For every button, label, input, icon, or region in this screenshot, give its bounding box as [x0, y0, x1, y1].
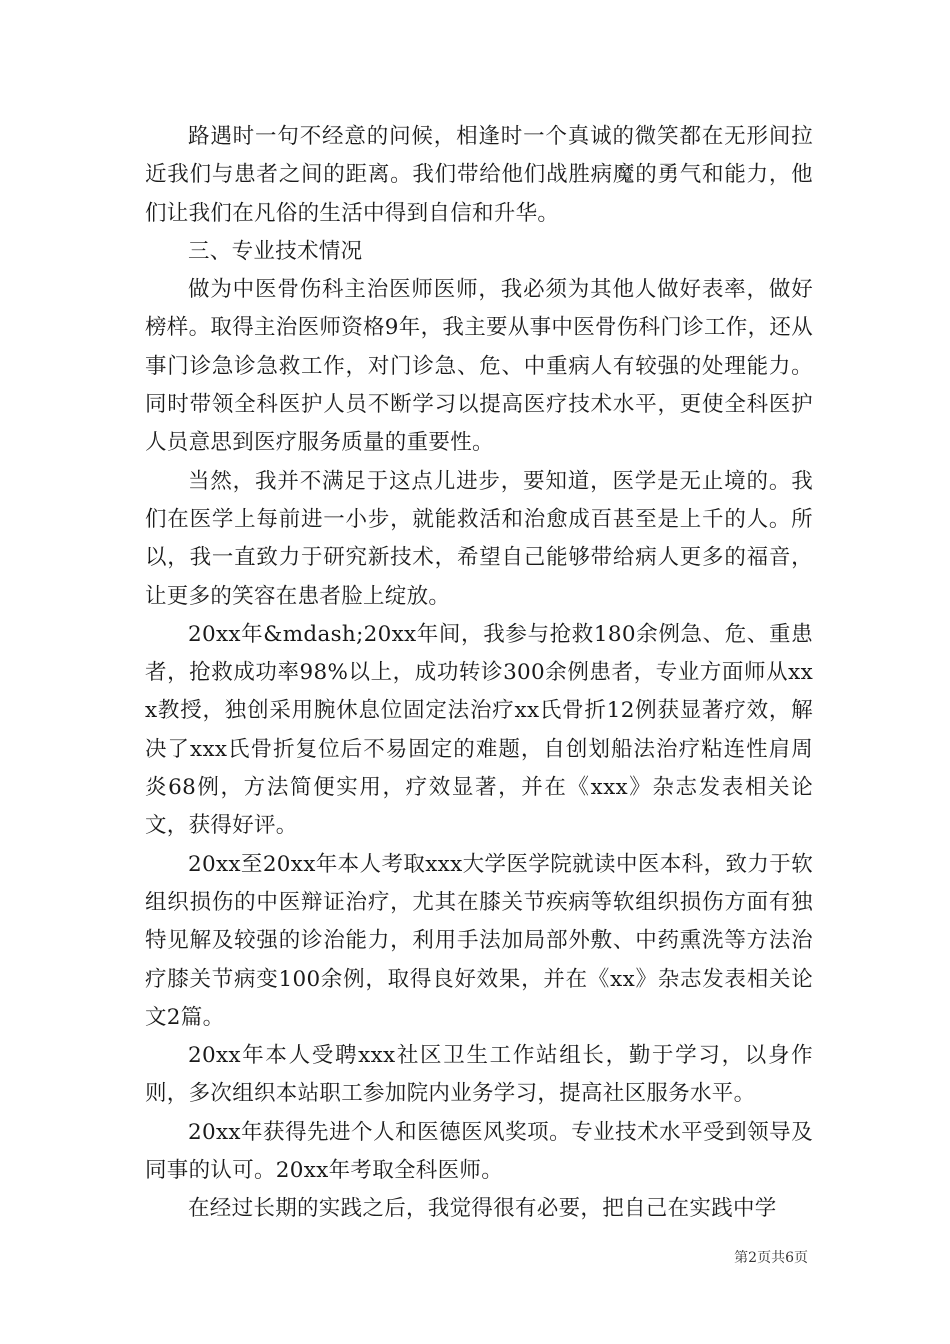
paragraph-8: 在经过长期的实践之后，我觉得很有必要，把自己在实践中学: [188, 1196, 777, 1222]
paragraph-4: 20xx年&mdash;20xx年间，我参与抢救180余例急、危、重患者，抢救成功率98%以上，成功转诊300余例患者，专业方面师从xxx教授，独创采用腕休息位固定法治疗xx氏骨折12例获显著疗效，解决了xxx氏骨折复位后不易固定的难题，自创划船法治疗粘连性肩周炎68例，方法简便实用，疗效显著，并在《xxx》杂志发表相关论文，获得好评。: [145, 621, 813, 839]
paragraph-7: 20xx年获得先进个人和医德医风奖项。专业技术水平受到领导及同事的认可。20xx年考取全科医师。: [145, 1119, 813, 1184]
paragraph-3: 当然，我并不满足于这点儿进步，要知道，医学是无止境的。我们在医学上每前进一小步，就能救活和治愈成百甚至是上千的人。所以，我一直致力于研究新技术，希望自己能够带给病人更多的福音，让更多的笑容在患者脸上绽放。: [145, 468, 813, 609]
paragraph-6: 20xx年本人受聘xxx社区卫生工作站组长，勤于学习，以身作则，多次组织本站职工参加院内业务学习，提高社区服务水平。: [145, 1043, 813, 1107]
section-heading: 三、专业技术情况: [188, 238, 363, 264]
paragraph-2: 做为中医骨伤科主治医师医师，我必须为其他人做好表率，做好榜样。取得主治医师资格9年，我主要从事中医骨伤科门诊工作，还从事门诊急诊急救工作，对门诊急、危、中重病人有较强的处理能力。同时带领全科医护人员不断学习以提高医疗技术水平，更使全科医护人员意思到医疗服务质量的重要性。: [145, 277, 813, 456]
document-body: [145, 118, 813, 1229]
paragraph-1: 路遇时一句不经意的问候，相逢时一个真诚的微笑都在无形间拉近我们与患者之间的距离。我们带给他们战胜病魔的勇气和能力，他们让我们在凡俗的生活中得到自信和升华。: [145, 124, 813, 226]
paragraph-5: 20xx至20xx年本人考取xxx大学医学院就读中医本科，致力于软组织损伤的中医辩证治疗，尤其在膝关节疾病等软组织损伤方面有独特见解及较强的诊治能力，利用手法加局部外敷、中药熏洗等方法治疗膝关节病变100余例，取得良好效果，并在《xx》杂志发表相关论文2篇。: [145, 851, 813, 1030]
page-number-footer: 第2页共6页: [734, 1250, 808, 1266]
